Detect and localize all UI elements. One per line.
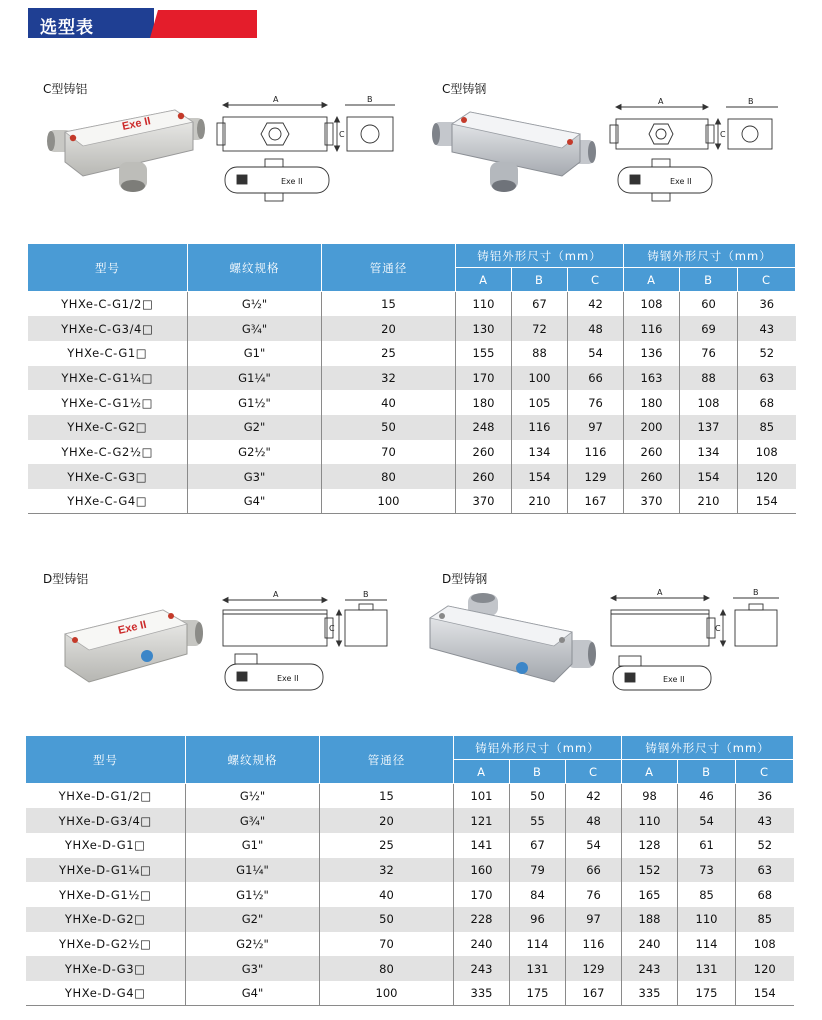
steel-b-cell: 137 — [680, 415, 738, 440]
al-c-cell: 54 — [568, 341, 624, 366]
thread-cell: G3" — [186, 956, 320, 981]
al-c-cell: 48 — [566, 808, 622, 833]
model-cell: YHXe-D-G1½□ — [26, 882, 186, 907]
table-row — [26, 981, 794, 1006]
thread-cell: G1" — [188, 341, 322, 366]
header-red-block — [150, 10, 257, 38]
thread-cell: G1½" — [186, 882, 320, 907]
model-cell: YHXe-C-G2½□ — [28, 440, 188, 465]
thread-cell: G1¼" — [186, 858, 320, 883]
al-b-cell: 67 — [512, 292, 568, 317]
steel-c-cell: 120 — [736, 956, 794, 981]
model-cell: YHXe-C-G1□ — [28, 341, 188, 366]
pipe-cell: 70 — [322, 440, 456, 465]
al-b-cell: 55 — [510, 808, 566, 833]
col-al-c: C — [566, 760, 622, 784]
d-steel-box-photo — [422, 588, 602, 698]
steel-c-cell: 68 — [736, 882, 794, 907]
al-c-cell: 66 — [566, 858, 622, 883]
steel-c-cell: 63 — [738, 366, 796, 391]
d-steel-dim-a: A — [657, 588, 663, 597]
d-al-label: D型铸铝 — [43, 572, 89, 586]
al-c-cell: 116 — [566, 932, 622, 957]
steel-c-cell: 43 — [736, 808, 794, 833]
steel-c-cell: 120 — [738, 464, 796, 489]
steel-a-cell: 243 — [622, 956, 678, 981]
al-a-cell: 121 — [454, 808, 510, 833]
model-cell: YHXe-C-G1¼□ — [28, 366, 188, 391]
al-b-cell: 67 — [510, 833, 566, 858]
al-b-cell: 134 — [512, 440, 568, 465]
pipe-cell: 70 — [320, 932, 454, 957]
steel-b-cell: 88 — [680, 366, 738, 391]
al-a-cell: 180 — [456, 390, 512, 415]
steel-a-cell: 188 — [622, 907, 678, 932]
table-row — [28, 440, 796, 465]
al-a-cell: 370 — [456, 489, 512, 514]
table-row — [26, 808, 794, 833]
table-row — [28, 341, 796, 366]
steel-a-cell: 163 — [624, 366, 680, 391]
c-series-spec-table — [27, 243, 796, 514]
al-b-cell: 114 — [510, 932, 566, 957]
col-steel-a: A — [624, 268, 680, 292]
table-row — [26, 858, 794, 883]
al-b-cell: 210 — [512, 489, 568, 514]
al-a-cell: 243 — [454, 956, 510, 981]
al-c-cell: 66 — [568, 366, 624, 391]
al-a-cell: 130 — [456, 316, 512, 341]
table-row — [28, 464, 796, 489]
d-steel-dimension-drawing — [605, 588, 805, 713]
al-a-cell: 228 — [454, 907, 510, 932]
table-row — [28, 292, 796, 317]
model-cell: YHXe-C-G4□ — [28, 489, 188, 514]
al-c-cell: 167 — [566, 981, 622, 1006]
al-c-cell: 76 — [568, 390, 624, 415]
al-b-cell: 105 — [512, 390, 568, 415]
al-b-cell: 175 — [510, 981, 566, 1006]
steel-a-cell: 370 — [624, 489, 680, 514]
al-a-cell: 260 — [456, 464, 512, 489]
c-al-drawing-marking: Exe II — [281, 177, 303, 186]
c-al-dim-c: C — [339, 130, 345, 139]
steel-b-cell: 110 — [678, 907, 736, 932]
model-cell: YHXe-D-G1/2□ — [26, 784, 186, 809]
col-group-steel: 铸钢外形尺寸（mm） — [622, 736, 794, 760]
d-al-marking: Exe II — [116, 618, 148, 637]
steel-a-cell: 180 — [624, 390, 680, 415]
table-row — [28, 366, 796, 391]
d-steel-drawing-marking: Exe II — [663, 675, 685, 684]
al-b-cell: 131 — [510, 956, 566, 981]
thread-cell: G1" — [186, 833, 320, 858]
col-al-a: A — [454, 760, 510, 784]
steel-a-cell: 136 — [624, 341, 680, 366]
table-row — [26, 932, 794, 957]
thread-cell: G4" — [186, 981, 320, 1006]
steel-a-cell: 110 — [622, 808, 678, 833]
model-cell: YHXe-C-G3□ — [28, 464, 188, 489]
c-steel-box-photo — [430, 100, 600, 200]
col-steel-a: A — [622, 760, 678, 784]
steel-b-cell: 85 — [678, 882, 736, 907]
thread-cell: G3" — [188, 464, 322, 489]
steel-c-cell: 108 — [738, 440, 796, 465]
c-steel-dim-b: B — [748, 97, 754, 106]
col-al-b: B — [510, 760, 566, 784]
steel-b-cell: 61 — [678, 833, 736, 858]
al-a-cell: 170 — [454, 882, 510, 907]
steel-b-cell: 69 — [680, 316, 738, 341]
steel-a-cell: 98 — [622, 784, 678, 809]
steel-b-cell: 210 — [680, 489, 738, 514]
thread-cell: G½" — [186, 784, 320, 809]
al-b-cell: 100 — [512, 366, 568, 391]
c-al-label: C型铸铝 — [43, 82, 88, 96]
page-title: 选型表 — [40, 18, 94, 38]
table-row — [28, 415, 796, 440]
steel-c-cell: 36 — [736, 784, 794, 809]
table-row — [26, 956, 794, 981]
steel-a-cell: 335 — [622, 981, 678, 1006]
thread-cell: G4" — [188, 489, 322, 514]
table-row — [28, 489, 796, 514]
al-a-cell: 335 — [454, 981, 510, 1006]
steel-b-cell: 154 — [680, 464, 738, 489]
thread-cell: G¾" — [188, 316, 322, 341]
d-al-dim-b: B — [363, 590, 369, 599]
al-a-cell: 170 — [456, 366, 512, 391]
pipe-cell: 80 — [320, 956, 454, 981]
al-a-cell: 260 — [456, 440, 512, 465]
page-header — [0, 0, 822, 42]
steel-a-cell: 200 — [624, 415, 680, 440]
pipe-cell: 40 — [322, 390, 456, 415]
steel-b-cell: 134 — [680, 440, 738, 465]
steel-b-cell: 54 — [678, 808, 736, 833]
col-pipe: 管通径 — [322, 244, 456, 292]
pipe-cell: 32 — [322, 366, 456, 391]
pipe-cell: 50 — [320, 907, 454, 932]
col-model: 型号 — [26, 736, 186, 784]
steel-a-cell: 260 — [624, 440, 680, 465]
c-steel-dimension-drawing — [608, 97, 808, 217]
steel-c-cell: 63 — [736, 858, 794, 883]
al-c-cell: 42 — [566, 784, 622, 809]
thread-cell: G2½" — [188, 440, 322, 465]
model-cell: YHXe-C-G3/4□ — [28, 316, 188, 341]
thread-cell: G2" — [186, 907, 320, 932]
c-al-dim-b: B — [367, 95, 373, 104]
al-a-cell: 101 — [454, 784, 510, 809]
pipe-cell: 25 — [322, 341, 456, 366]
col-al-b: B — [512, 268, 568, 292]
al-c-cell: 76 — [566, 882, 622, 907]
col-group-steel: 铸钢外形尺寸（mm） — [624, 244, 796, 268]
pipe-cell: 50 — [322, 415, 456, 440]
pipe-cell: 80 — [322, 464, 456, 489]
thread-cell: G½" — [188, 292, 322, 317]
pipe-cell: 15 — [322, 292, 456, 317]
steel-c-cell: 52 — [738, 341, 796, 366]
al-b-cell: 50 — [510, 784, 566, 809]
pipe-cell: 25 — [320, 833, 454, 858]
steel-b-cell: 108 — [680, 390, 738, 415]
steel-a-cell: 260 — [624, 464, 680, 489]
steel-c-cell: 36 — [738, 292, 796, 317]
al-c-cell: 97 — [566, 907, 622, 932]
steel-c-cell: 108 — [736, 932, 794, 957]
al-c-cell: 116 — [568, 440, 624, 465]
al-b-cell: 84 — [510, 882, 566, 907]
al-a-cell: 110 — [456, 292, 512, 317]
col-steel-b: B — [680, 268, 738, 292]
table-row — [26, 907, 794, 932]
steel-c-cell: 68 — [738, 390, 796, 415]
table-row — [26, 833, 794, 858]
al-b-cell: 96 — [510, 907, 566, 932]
steel-a-cell: 116 — [624, 316, 680, 341]
thread-cell: G1¼" — [188, 366, 322, 391]
d-steel-dim-c: C — [715, 624, 721, 633]
al-b-cell: 79 — [510, 858, 566, 883]
model-cell: YHXe-D-G3/4□ — [26, 808, 186, 833]
col-al-c: C — [568, 268, 624, 292]
c-steel-dim-c: C — [720, 130, 726, 139]
d-aluminium-box-photo — [55, 598, 205, 693]
model-cell: YHXe-D-G1□ — [26, 833, 186, 858]
pipe-cell: 20 — [320, 808, 454, 833]
al-a-cell: 155 — [456, 341, 512, 366]
steel-a-cell: 108 — [624, 292, 680, 317]
table-row — [26, 882, 794, 907]
col-group-aluminium: 铸铝外形尺寸（mm） — [454, 736, 622, 760]
al-c-cell: 129 — [568, 464, 624, 489]
c-al-marking: Exe II — [121, 115, 152, 133]
col-steel-c: C — [736, 760, 794, 784]
d-al-drawing-marking: Exe II — [277, 674, 299, 683]
model-cell: YHXe-C-G2□ — [28, 415, 188, 440]
c-steel-drawing-marking: Exe II — [670, 177, 692, 186]
d-series-spec-table — [25, 735, 794, 1006]
model-cell: YHXe-D-G2½□ — [26, 932, 186, 957]
pipe-cell: 100 — [322, 489, 456, 514]
col-pipe: 管通径 — [320, 736, 454, 784]
col-group-aluminium: 铸铝外形尺寸（mm） — [456, 244, 624, 268]
al-a-cell: 240 — [454, 932, 510, 957]
steel-c-cell: 154 — [736, 981, 794, 1006]
table-row — [26, 784, 794, 809]
c-steel-dim-a: A — [658, 97, 664, 106]
c-aluminium-dimension-drawing — [215, 95, 415, 215]
al-c-cell: 42 — [568, 292, 624, 317]
table-row — [28, 390, 796, 415]
thread-cell: G2½" — [186, 932, 320, 957]
al-a-cell: 248 — [456, 415, 512, 440]
d-steel-dim-b: B — [753, 588, 759, 597]
steel-b-cell: 60 — [680, 292, 738, 317]
col-steel-b: B — [678, 760, 736, 784]
steel-b-cell: 76 — [680, 341, 738, 366]
al-c-cell: 167 — [568, 489, 624, 514]
al-b-cell: 88 — [512, 341, 568, 366]
thread-cell: G¾" — [186, 808, 320, 833]
d-aluminium-dimension-drawing — [215, 590, 415, 715]
col-thread: 螺纹规格 — [186, 736, 320, 784]
al-c-cell: 54 — [566, 833, 622, 858]
steel-c-cell: 85 — [738, 415, 796, 440]
model-cell: YHXe-D-G2□ — [26, 907, 186, 932]
steel-b-cell: 73 — [678, 858, 736, 883]
pipe-cell: 100 — [320, 981, 454, 1006]
table-row — [28, 316, 796, 341]
c-steel-label: C型铸钢 — [442, 82, 487, 96]
steel-a-cell: 240 — [622, 932, 678, 957]
col-steel-c: C — [738, 268, 796, 292]
c-aluminium-box-photo — [45, 100, 205, 200]
steel-b-cell: 114 — [678, 932, 736, 957]
thread-cell: G2" — [188, 415, 322, 440]
pipe-cell: 15 — [320, 784, 454, 809]
d-al-dim-c: C — [329, 624, 335, 633]
al-c-cell: 97 — [568, 415, 624, 440]
steel-b-cell: 46 — [678, 784, 736, 809]
al-c-cell: 48 — [568, 316, 624, 341]
d-al-dim-a: A — [273, 590, 279, 599]
steel-c-cell: 154 — [738, 489, 796, 514]
model-cell: YHXe-C-G1½□ — [28, 390, 188, 415]
al-b-cell: 72 — [512, 316, 568, 341]
thread-cell: G1½" — [188, 390, 322, 415]
col-al-a: A — [456, 268, 512, 292]
model-cell: YHXe-D-G3□ — [26, 956, 186, 981]
col-thread: 螺纹规格 — [188, 244, 322, 292]
d-steel-label: D型铸钢 — [442, 572, 488, 586]
steel-b-cell: 131 — [678, 956, 736, 981]
steel-c-cell: 85 — [736, 907, 794, 932]
model-cell: YHXe-D-G1¼□ — [26, 858, 186, 883]
al-b-cell: 154 — [512, 464, 568, 489]
pipe-cell: 20 — [322, 316, 456, 341]
al-b-cell: 116 — [512, 415, 568, 440]
steel-c-cell: 52 — [736, 833, 794, 858]
col-model: 型号 — [28, 244, 188, 292]
model-cell: YHXe-C-G1/2□ — [28, 292, 188, 317]
al-a-cell: 160 — [454, 858, 510, 883]
steel-b-cell: 175 — [678, 981, 736, 1006]
steel-a-cell: 152 — [622, 858, 678, 883]
steel-a-cell: 165 — [622, 882, 678, 907]
steel-c-cell: 43 — [738, 316, 796, 341]
pipe-cell: 40 — [320, 882, 454, 907]
steel-a-cell: 128 — [622, 833, 678, 858]
c-al-dim-a: A — [273, 95, 279, 104]
model-cell: YHXe-D-G4□ — [26, 981, 186, 1006]
al-a-cell: 141 — [454, 833, 510, 858]
pipe-cell: 32 — [320, 858, 454, 883]
al-c-cell: 129 — [566, 956, 622, 981]
